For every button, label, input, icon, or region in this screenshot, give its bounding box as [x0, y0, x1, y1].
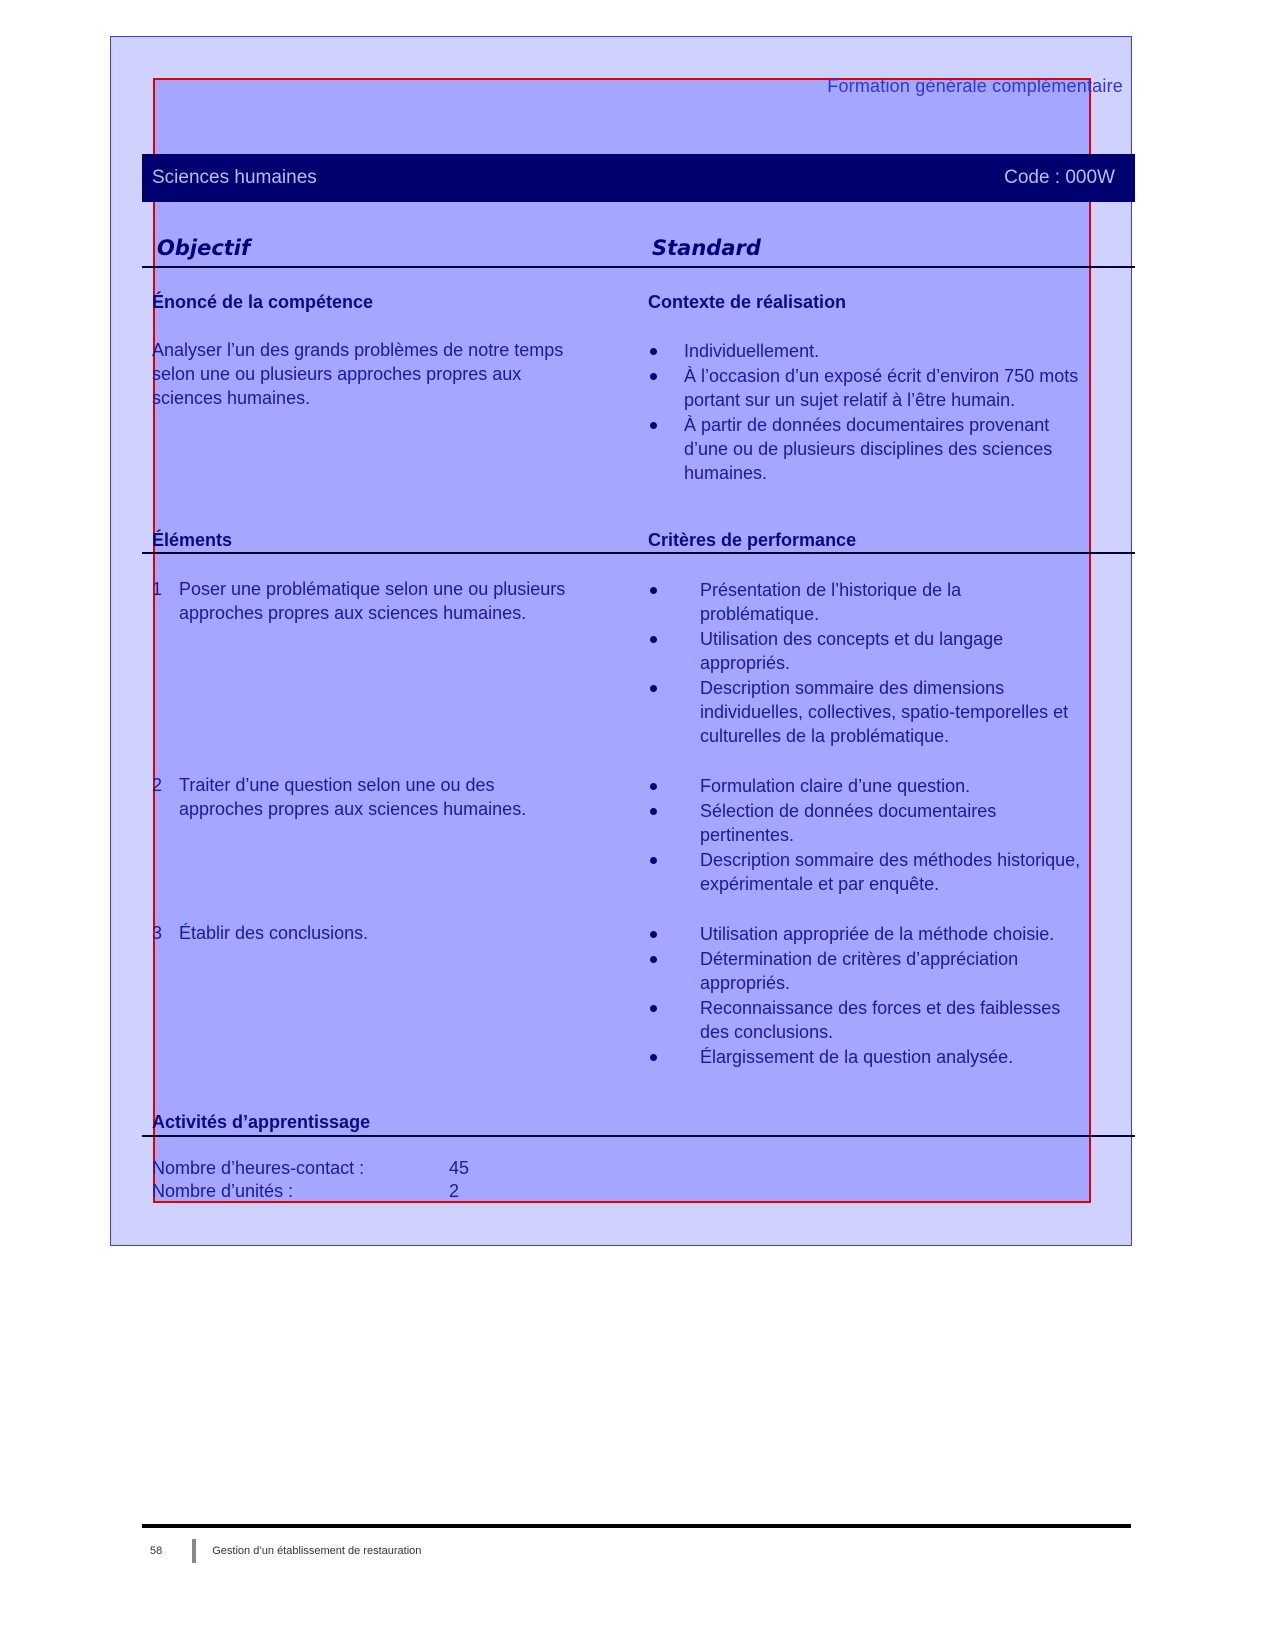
- context-title: Contexte de réalisation: [648, 292, 847, 312]
- list-item: Description sommaire des méthodes historique, expérimentale et par enquête.: [648, 848, 1128, 896]
- page-number: 58: [150, 1545, 163, 1557]
- objective-heading: Objectif: [157, 236, 251, 260]
- bullet-icon: [650, 373, 657, 380]
- list-item: Reconnaissance des forces et des faiblesses des conclusions.: [648, 996, 1128, 1044]
- hours-value: 45: [449, 1158, 470, 1178]
- units-row: [152, 1180, 460, 1202]
- list-item: Élargissement de la question analysée.: [648, 1045, 1128, 1069]
- divider-rule: [142, 1135, 1135, 1137]
- units-label: Nombre d’unités :: [152, 1181, 294, 1201]
- bullet-icon: [650, 783, 657, 790]
- standard-heading: Standard: [652, 236, 761, 260]
- bullet-icon: [650, 857, 657, 864]
- list-item: Utilisation des concepts et du langage appropriés.: [648, 627, 1128, 675]
- hours-label: Nombre d’heures-contact :: [152, 1158, 365, 1178]
- list-item: Formulation claire d’une question.: [648, 774, 1128, 798]
- list-item: À l’occasion d’un exposé écrit d’environ 750 mots portant sur un sujet relatif à l’être humain.: [648, 364, 1128, 412]
- activities-title: Activités d’apprentissage: [152, 1112, 371, 1132]
- criteria-list-2: [648, 774, 1128, 897]
- course-code: Code : 000W: [1004, 167, 1115, 188]
- program-title: Formation générale complémentaire: [827, 76, 1123, 96]
- bullet-icon: [650, 1054, 657, 1061]
- bullet-icon: [650, 587, 657, 594]
- bullet-icon: [650, 348, 657, 355]
- list-item: Individuellement.: [648, 339, 1128, 363]
- list-item: Description sommaire des dimensions individuelles, collectives, spatio-temporelles et culturelles de la problématique.: [648, 676, 1128, 748]
- criteria-list-3: [648, 922, 1128, 1070]
- context-list: [648, 339, 1128, 486]
- hours-row: [152, 1157, 470, 1179]
- criteria-title: Critères de performance: [648, 530, 857, 550]
- element-3: 3 Établir des conclusions.: [152, 923, 369, 943]
- footer: [150, 1539, 421, 1563]
- bullet-icon: [650, 956, 657, 963]
- course-title-bar: [142, 154, 1135, 202]
- competence-text: [152, 338, 632, 410]
- units-value: 2: [449, 1181, 460, 1201]
- element-2: 2 Traiter d’une question selon une ou des approches propres aux sciences humaines.: [152, 775, 527, 819]
- element-1: 1 Poser une problématique selon une ou plusieurs approches propres aux sciences humaines.: [152, 579, 566, 623]
- list-item: Détermination de critères d’appréciation appropriés.: [648, 947, 1128, 995]
- divider-rule: [142, 266, 1135, 268]
- competence-line: selon une ou plusieurs approches propres aux: [152, 364, 522, 384]
- elements-title: Éléments: [152, 530, 233, 550]
- competence-line: Analyser l’un des grands problèmes de notre temps: [152, 340, 564, 360]
- list-item: À partir de données documentaires provenant d’une ou de plusieurs disciplines des sciences humaines.: [648, 413, 1128, 485]
- bullet-icon: [650, 685, 657, 692]
- list-item: Présentation de l’historique de la problématique.: [648, 578, 1128, 626]
- course-title: Sciences humaines: [152, 167, 317, 188]
- footer-document-title: Gestion d’un établissement de restauration: [212, 1545, 422, 1557]
- bullet-icon: [650, 808, 657, 815]
- criteria-list-1: [648, 578, 1128, 749]
- divider-rule: [142, 552, 1135, 554]
- bullet-icon: [650, 1005, 657, 1012]
- list-item: Utilisation appropriée de la méthode choisie.: [648, 922, 1128, 946]
- list-item: Sélection de données documentaires pertinentes.: [648, 799, 1128, 847]
- competence-title: Énoncé de la compétence: [152, 292, 374, 312]
- competence-line: sciences humaines.: [152, 388, 311, 408]
- bullet-icon: [650, 636, 657, 643]
- bullet-icon: [650, 422, 657, 429]
- bullet-icon: [650, 931, 657, 938]
- footer-rule: [142, 1524, 1131, 1528]
- footer-separator: [192, 1539, 196, 1563]
